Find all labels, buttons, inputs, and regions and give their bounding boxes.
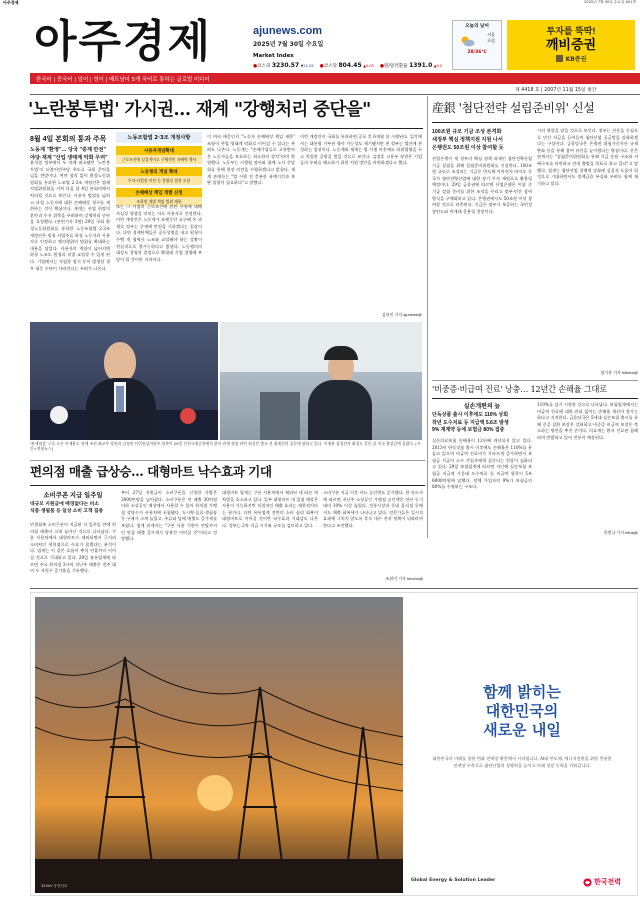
lead-subheads: 8월 4일 본회의 통과 주목 노동계 "환영"… 당국 "중재 만전" 야당·재계 "산업 생태계 악화 우려" — [30, 136, 108, 161]
right-headline[interactable]: 産銀 '첨단전략 설립준비위' 신설 — [432, 101, 595, 115]
right-body-col3: 실손의료보험 손해율이 12년째 개선되지 않고 있다. 2013년 단독상품 출시 이후에도 손해율은 110%를 웃돌고 있으며 비급여 진료비가 가파르게 증가하면서 보험금 지급이 소수 가입자에게 집중되는 현상이 심화되고 있다. 29일 보험업계에 따르면 지난해 실손보험 보험금 지급액 가운데 도수치료 등 비급여 항목이 5조6000억원에 달했다. 전체 가입자의 9%가 보험금의 80%를 수령하는 구조다. — [432, 438, 532, 490]
right-byline2: 한빛나 기자 bitna@ — [603, 530, 638, 535]
topbar-brand: 아주경제 — [3, 0, 19, 5]
photo-note: 345kV 송전선로 — [41, 884, 68, 888]
lead-body-col4: 이 여파 때문인지 "노동자 손해배상 책임 제한" 조항이 산업 생태계 악화로 이어질 수 있다는 우려도 나온다. 노동계는 "손배가압류로 고통받아온 노동자들을 보호하는 최소한의 장치"라며 환영했다. 노동부는 시행령 정비와 함께 노사 간담회를 통해 현장 의견을 수렴하겠다고 밝혔다. 재계 관계자는 "법 시행 전 충분한 유예기간과 보완 입법이 필요하다"고 말했다. — [207, 134, 295, 186]
law-infobox: 노동조합법 2·3조 개정사항 사용자개념확대 근로조건에 실질적이고 구체적인 지배력 행사 노동쟁의 개념 확대 투자·사업장 이전 등 경영상 결정 포함 손해배상 책임 개별 산정 조합원 개별 책임 범위 제한 — [116, 132, 202, 304]
lead-body-col1: 윤석열 정부에서 두 차례 좌초됐던 '노란봉투법'이 더불어민주당 주도로 국회 문턱을 넘을 전망이다. 여야 합의 없이 환경노동위원회를 통과한 노조법 2·3조 개정안은 법제사법위원회를 거쳐 다음 달 4일 본회의에서 처리될 것으로 보인다. 사용자 범위를 넓히고 파업 노동자에 대한 손해배상 청구를 제한하는 것이 핵심이다. 재계는 산업 현장의 혼란과 투자 위축을 우려하며 강행처리 중단을 요청했다. (관련기사 3면) 29일 국회 환경노동위원회를 통과한 노동조합법 2·3조 개정안은 원청 사업주를 하청 노동자의 사용자로 인정하고 쟁의행위의 범위를 확대하는 내용을 담았다. 사용자의 개념이 넓어지면 하청 노조도 원청과 직접 교섭할 수 있게 된다. 기업에서는 사업장 점거 등이 발생할 경우 대응 수단이 사라진다는 우려가 나온다. — [30, 160, 110, 271]
market-usdkrw: ●원/달러환율 1391.0 ▲9.0 — [379, 62, 443, 69]
bottom-byline: 조현미 기자 hmcho@ — [385, 576, 423, 581]
kb-securities-ad[interactable]: 투자를 뚝딱! 깨비증권 KB증권 — [507, 20, 635, 70]
ad-body: 대한민국의 미래를 향한 변화 전력망 확충에서 시작됩니다. AI와 반도체, 에너지전환을 위한 충분한 전력망 구축으로 첨단산업의 경쟁력을 높이고 미래 성장 동력을 키워갑니다. — [432, 756, 612, 768]
right-subheads2: 실손개편의 늪 단독상품 출시 이후에도 110% 상회 작년 도수치료 등 지급액 5.6조 발생 9% 재계약 등에 보험금 80% 집중 — [432, 404, 509, 433]
right-subheads: 100조원 규모 기금 조성 본격화 새정부 핵심 정책지원 지원 나서 은행권도 50조원 이상 참여할 듯 — [432, 129, 504, 151]
ad-footer-slogan: Global Energy & Solution Leader — [411, 878, 496, 883]
transmission-tower-illustration — [35, 597, 403, 893]
right-body-col2: 시의 역할을 맡을 것으로 보인다. 정부는 산은을 중심으로 민간 자금을 끌어들여 첨단산업 공급망을 강화하겠다는 구상이다. 금융당국은 은행권 위험가중자산 규제 완화 등을 통해 참여 유인을 높이겠다는 방침이다. 산은 관계자는 "설립준비위원회를 통해 기금 운용 구조와 지배구조를 마련하고 연내 출범을 목표로 하고 있다"고 말했다. 업계는 첨단산업 경쟁력 강화에 실질적 도움이 될 것으로 기대하면서도 정책금융 부실화 우려도 함께 제기하고 있다. — [537, 128, 638, 186]
lead-photo-left — [30, 322, 218, 440]
issue-date: 2025년 7월 30일 수요일 — [253, 41, 324, 48]
tagline-bar: 한국어 | 중국어 | 일어 | 영어 | 베트남어 5개 국어로 통하는 글로벌 미디어 — [30, 73, 640, 84]
bottom-body-col1: 민생회복 소비쿠폰이 지급된 지 일주일 만에 편의점 매출이 크게 늘어난 것으로 나타났다. 쿠폰 사용처에서 대형마트가 제외되면서 근거리 소비처인 편의점으로 수요가 몰렸다는 분석이다. 업계는 이 같은 흐름이 추석 연휴까지 이어질 것으로 기대하고 있다. 29일 유통업계에 따르면 주요 편의점 3사의 지난주 매출은 전주 대비 두 자릿수 증가율을 기록했다. — [30, 522, 116, 574]
photo-caption: '관세협상' 구호 오른 이재용도 함께 조현 외교부 장관과 김정관 산업통상자원부 장관이 29일 인천국제공항에서 한미 관세 협상 관련 워싱턴 출국 전 취재진의 질문에 답하고 있다. 이재용 삼성전자 회장도 같은 날 미국 출장길에 올랐다. [사진=연합뉴스] — [30, 441, 421, 451]
lead-byline: 김유진 기자 ajunews@ — [381, 312, 422, 317]
lead-body-col3: 또는 그 사업의 근로조건에 관한 사항에 대해 사실상 영향을 미치는 자도 사용자로 인정한다. 이번 개정안은 노동계가 오랫동안 요구해 온 과제로 정부는 중재에 만전을 기하겠다는 입장이다. 다만 경제단체들은 공동성명을 내고 원청이 수백 개 협력사 노조와 교섭해야 하는 상황이 현실적으로 불가능하다고 밝혔다. 노동쟁의의 대상도 경영상 결정으로 확대돼 기업 경영에 부담이 될 것이란 지적이다. — [116, 204, 202, 262]
right-byline: 정기홍 기자 hidden@ — [600, 370, 638, 375]
market-index-label: Market Index — [253, 53, 294, 59]
right-headline2[interactable]: '비중증·비급여 진료' 낭충… 12년간 손해율 그대로 — [432, 384, 607, 394]
bottom-subheads: 소비쿠폰 지급 일주일 대규모 지원금에 배경없다는 비소 식품·생필품 등 일상 소비 고객 집중 — [30, 492, 104, 514]
newspaper-logo: 아주경제 — [34, 16, 213, 67]
right-body-col1: 산업은행이 새 정부의 핵심 정책 과제인 첨단전략산업기금 설립을 위해 설립준비위원회를 신설한다. 100조원 규모로 조성되는 기금은 반도체·이차전지·바이오 등 국가 첨단전략산업에 대한 장기 투자 재원으로 활용될 예정이다. 29일 금융권에 따르면 산업은행은 이달 중 기금 설립 준비를 위한 조직을 꾸리고 정부·민간 참여 방식을 구체화하고 있다. 은행권에서도 50조원 이상 참여할 것으로 관측된다. 기금은 정부가 보증하는 국민성장펀드와 연계돼 운용될 전망이다. — [432, 156, 532, 214]
kb-star-icon — [556, 55, 563, 62]
lead-body-col5: 이번 개정안이 국회를 통과하면 공포 후 6개월 뒤 시행된다. 일각에서는 대통령 거부권 행사 가능성도 제기됐지만 현 정부는 법안에 찬성하는 입장이다. 노동계와 재계는 법 시행 이후에도 하위법령을 두고 치열한 공방을 벌일 것으로 보인다. 김정훈 고용부 장관은 기업들의 우려를 해소하기 위한 지원 방안을 마련하겠다고 했다. — [300, 134, 422, 166]
cloud-sun-icon — [459, 32, 475, 44]
market-index — [253, 62, 442, 69]
ad-headline: 함께 밝히는 대한민국의 새로운 내일 — [483, 683, 561, 739]
kepco-ad[interactable] — [30, 592, 638, 896]
market-kosdaq: ●코스닥 804.45 ▲0.05 — [319, 62, 374, 69]
market-kospi: ●코스피 3230.57 ▼21.05 — [253, 62, 314, 69]
power-lines-photo — [35, 597, 403, 893]
weather-box: 오늘의 날씨 서울 흐림 28/36℃ — [452, 20, 502, 70]
site-url[interactable]: ajunews.com — [253, 25, 323, 37]
bottom-headline[interactable]: 편의점 매출 급상승… 대형마트 낙수효과 기대 — [30, 464, 272, 479]
bottom-body-col2: 부터 27일 지원금이 소비쿠폰을 신청한 사람은 3000만명을 넘어섰다. 소비쿠폰은 연 매출 30억원 이하 소상공인 매장에서 사용할 수 있어 편의점 가맹점 상당수가 사용처에 포함됐다. 도시락·음료·생필품 등 구매가 크게 늘었고, 주류와 담배 매출도 증가세를 보였다. 업계 관계자는 "쿠폰 사용 기한이 연말까지인 만큼 매출 증가세가 당분간 이어질 것"이라고 전망했다. — [121, 490, 217, 542]
bottom-body-col4: 소비쿠폰 지급 이후 카드 승인액도 증가했다. 한 카드사에 따르면 지난주 소상공인 가맹점 승인액은 전년 동기 대비 10% 이상 늘었다. 전통시장과 동네 음식점 등에서도 매출 회복세가 나타나고 있다. 전문가들은 일시적 효과에 그치지 않도록 후속 내수 진작 정책이 뒤따라야 한다고 조언했다. — [323, 490, 423, 528]
bottom-body-col3: 대형마트 업계는 쿠폰 사용처에서 제외된 데 따른 역차별을 호소하고 있다. 일부 대형마트 내 입점 매장은 사용이 가능하지만 직접적인 매출 효과는 제한적이라는 평가다. 다만 유통업계 전반의 소비 심리 회복이 대형마트로 이어질 것이란 낙수효과 기대감도 나온다. 정부는 2차 지급 시기와 규모를 검토하고 있다. — [222, 490, 318, 528]
issue-number: 제 4418 호 | 2007년 11월 15일 창간 — [515, 88, 597, 93]
kepco-logo: 한국전력 — [583, 877, 621, 887]
topbar-date: 2025년 7월 30일 수요일 A01면 — [584, 0, 636, 4]
right-body-col4: 110%를 넘기 시작한 것으로 나타났다. 보험업계에서는 비급여 진료에 대한 관리 없이는 손해율 개선이 불가능하다고 지적한다. 금융당국은 5세대 실손보험 출시를 통해 중증 질환 보장은 강화하고 비중증 비급여 보장은 축소하는 방안을 추진 중이다. 의료계는 환자 진료권 침해라며 반발하고 있어 진통이 예상된다. — [537, 402, 638, 440]
lead-photo-right — [220, 322, 422, 440]
lead-headline[interactable]: '노란봉투법' 가시권… 재계 "강행처리 중단을" — [28, 100, 371, 120]
kepco-emblem-icon — [583, 878, 592, 887]
